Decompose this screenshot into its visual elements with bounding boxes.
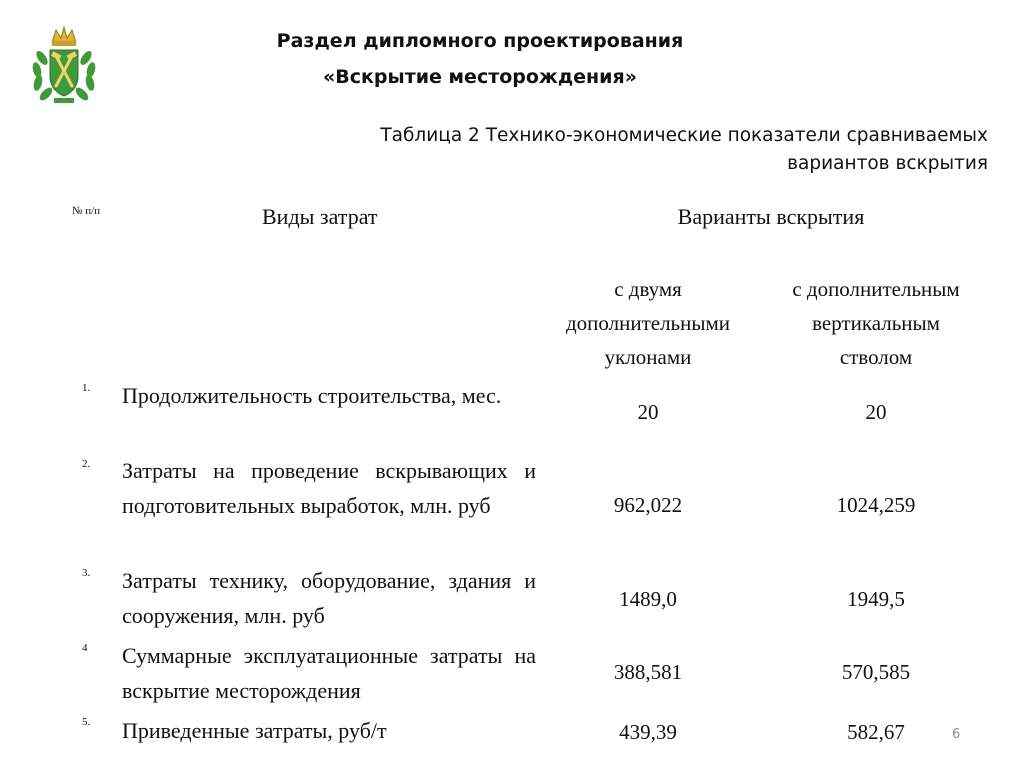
row-label: Суммарные эксплуатационные затраты на вскрытие месторождения: [122, 643, 536, 703]
variant1-line: уклонами: [604, 345, 692, 369]
row-number: 1.: [82, 382, 91, 394]
university-emblem: [28, 24, 100, 106]
variant1-line: дополнительными: [565, 311, 731, 335]
section-title: Раздел дипломного проектирования: [276, 30, 684, 52]
column-header-variants: Варианты вскрытия: [677, 204, 865, 229]
row-number: 4: [82, 642, 88, 654]
row-value-variant2: 570,585: [841, 660, 911, 684]
section-subtitle: «Вскрытие месторождения»: [323, 66, 637, 88]
row-label: Приведенные затраты, руб/т: [122, 718, 387, 743]
row-label: Затраты на проведение вскрывающих и подготовительных выработок, млн. руб: [122, 458, 536, 518]
row-number: 5.: [82, 716, 91, 728]
row-value-variant1: 20: [637, 400, 659, 424]
row-value-variant1: 388,581: [613, 660, 683, 684]
variant2-line: стволом: [839, 345, 913, 369]
column-header-variant1: [533, 272, 763, 374]
variant2-line: вертикальным: [812, 311, 940, 335]
row-value-variant2: 20: [865, 400, 887, 424]
column-header-kinds: Виды затрат: [262, 204, 378, 229]
table-caption-line2: вариантов вскрытия: [787, 153, 988, 174]
row-number: 2.: [82, 458, 91, 470]
row-label: Затраты технику, оборудование, здания и сооружения, млн. руб: [122, 568, 536, 628]
row-value-variant2: 1024,259: [836, 493, 916, 517]
emblem-icon: [28, 24, 100, 106]
row-label: Продолжительность строительства, мес.: [122, 383, 502, 408]
table-caption-line1: Таблица 2 Технико-экономические показатели сравниваемых: [380, 125, 988, 146]
column-header-variant2: [761, 272, 991, 374]
page-number: 6: [952, 727, 961, 742]
column-header-number: № п/п: [72, 205, 101, 217]
row-value-variant2: 582,67: [847, 720, 905, 744]
variant1-line: с двумя: [614, 277, 682, 301]
row-value-variant1: 1489,0: [619, 587, 677, 611]
table-caption: [268, 122, 988, 178]
row-number: 3.: [82, 567, 91, 579]
row-value-variant1: 439,39: [619, 720, 677, 744]
row-value-variant2: 1949,5: [847, 587, 905, 611]
row-value-variant1: 962,022: [613, 493, 683, 517]
variant2-line: с дополнительным: [792, 277, 960, 301]
